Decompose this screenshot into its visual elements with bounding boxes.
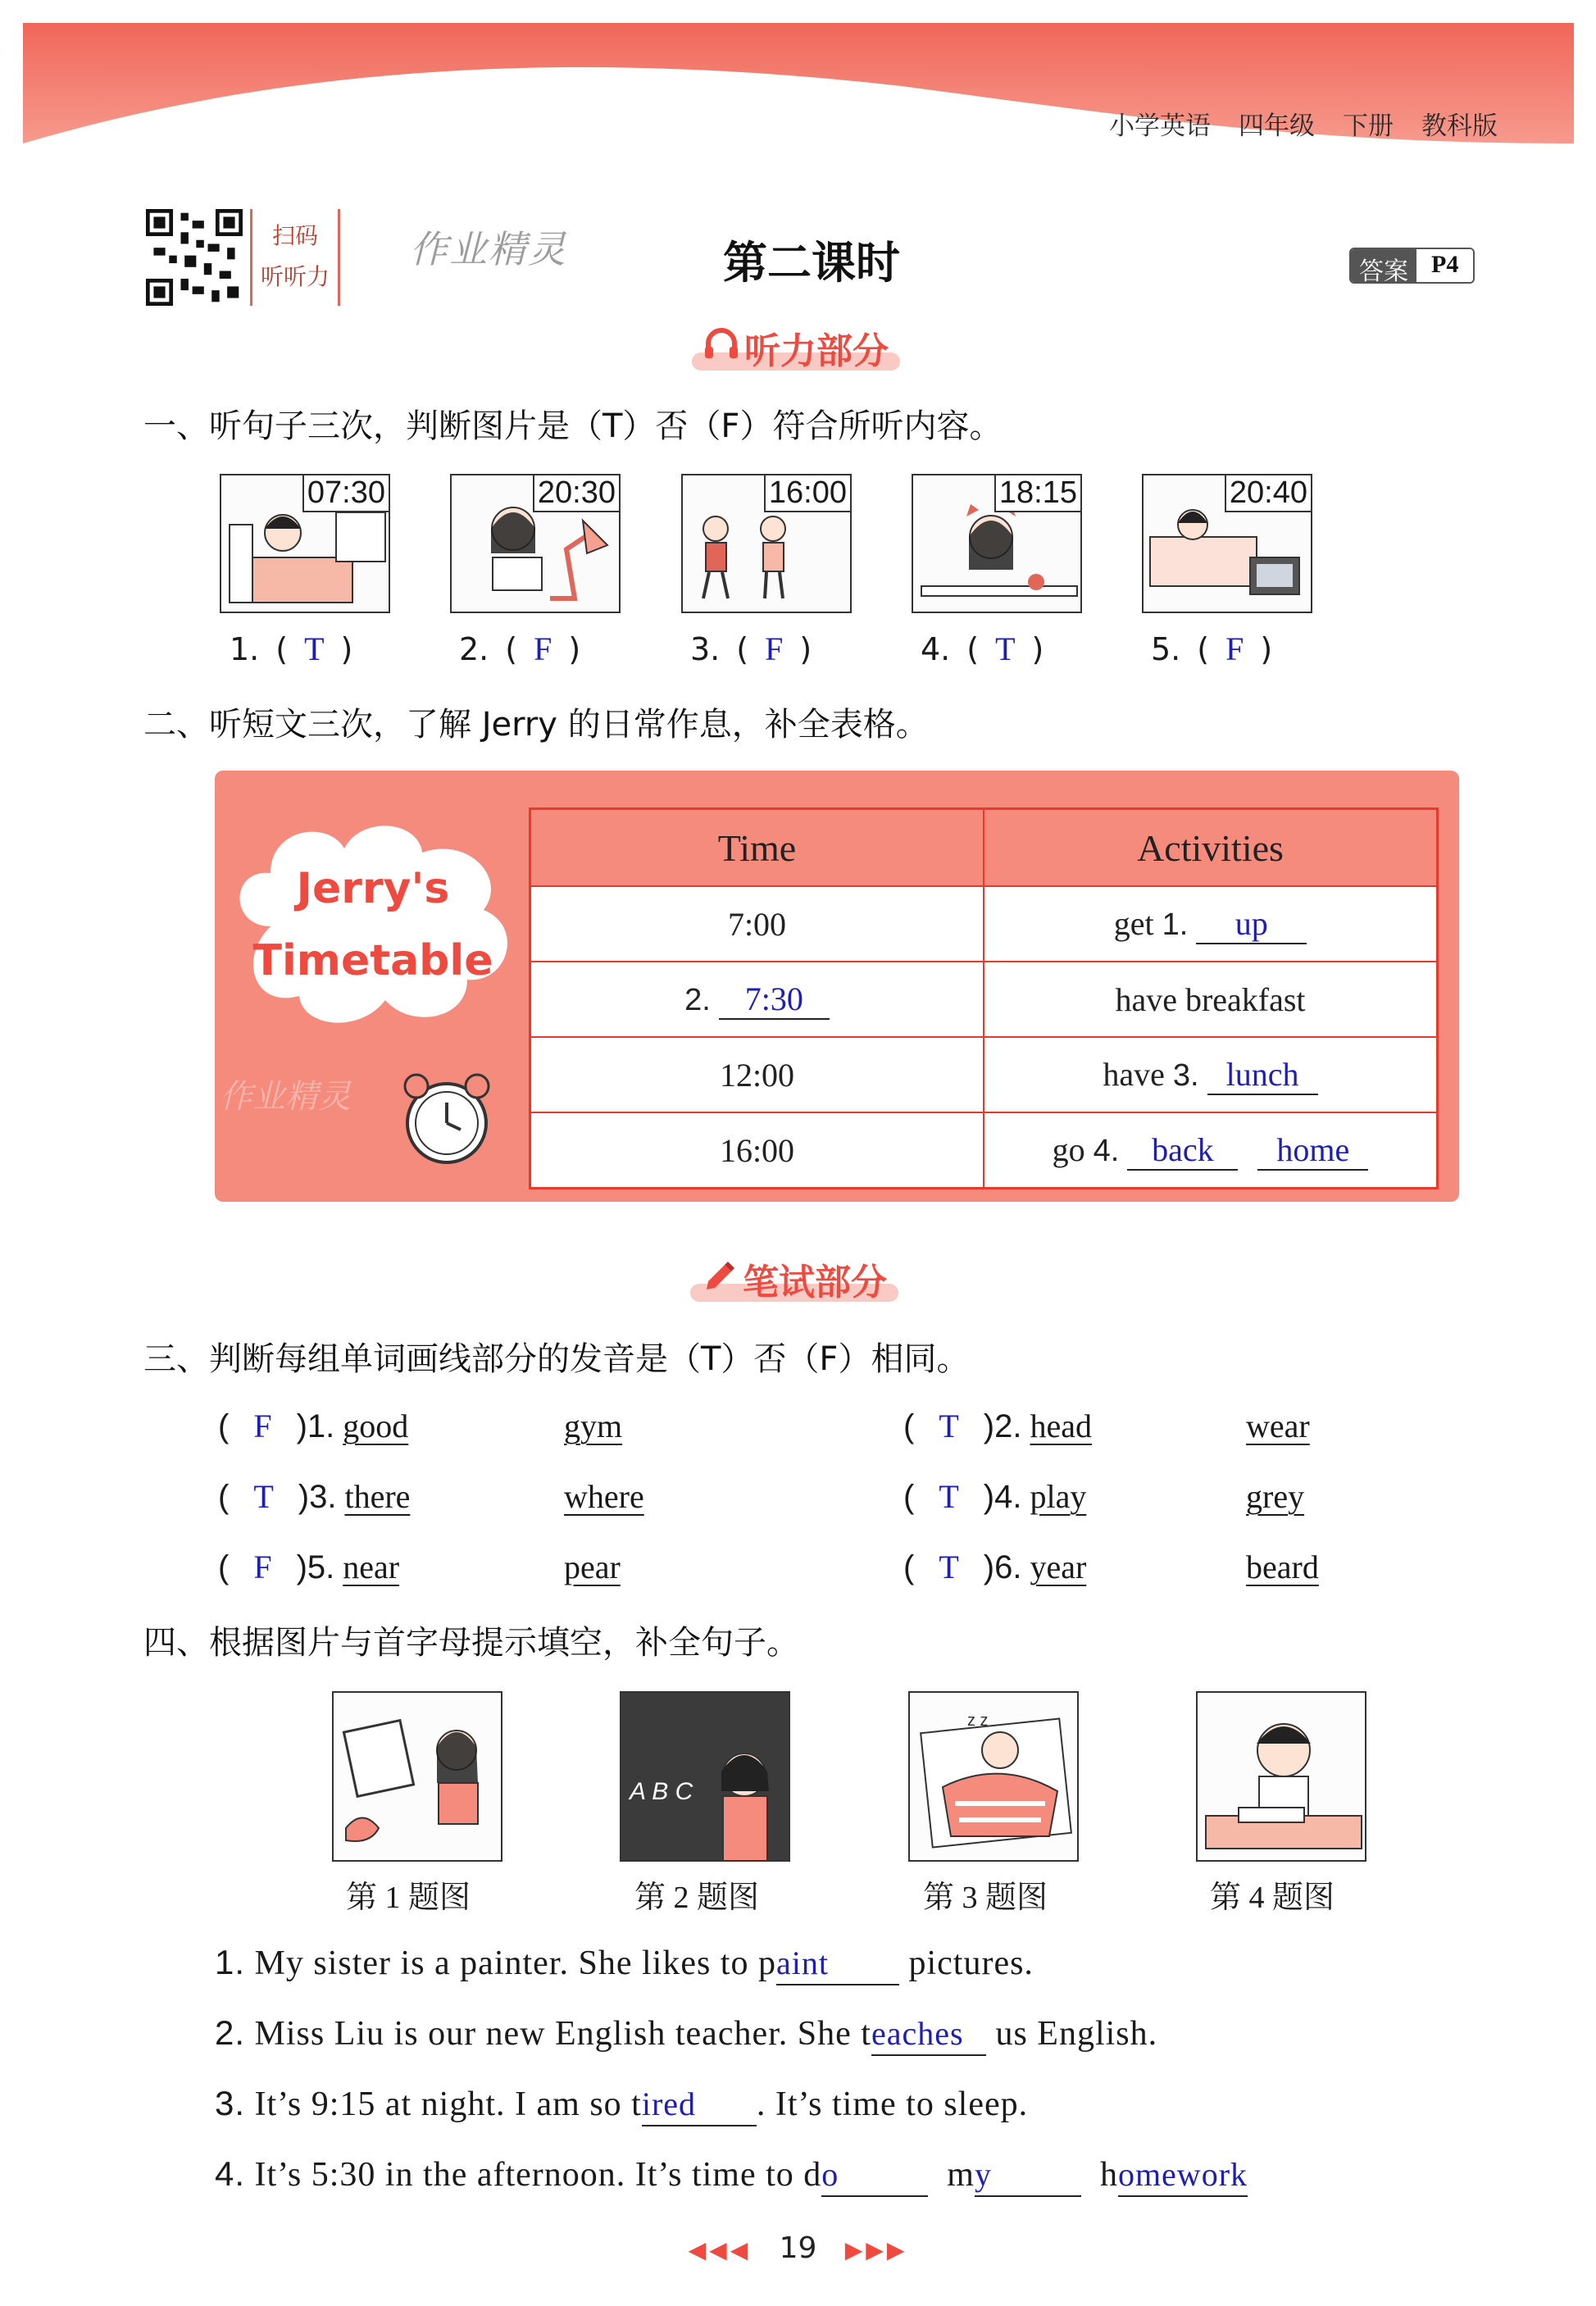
tf-item-3: 3. ( F )	[690, 630, 812, 667]
table-row	[530, 1112, 1438, 1189]
word-2: wear	[1246, 1408, 1310, 1444]
word-1: near	[343, 1549, 400, 1585]
activity-text: have	[1103, 1055, 1165, 1093]
tf-answer[interactable]: F	[1225, 630, 1244, 667]
table-row	[530, 886, 1438, 962]
blank-answer: o	[821, 2156, 839, 2193]
clock-display: 18:15	[994, 475, 1080, 512]
activity-cell	[984, 1037, 1438, 1112]
time-cell: 16:00	[530, 1112, 984, 1189]
page-footer	[0, 2231, 1596, 2265]
answer-page-tag[interactable]	[1349, 248, 1475, 284]
picture-teacher	[620, 1691, 790, 1862]
blank-answer: aint	[775, 1944, 829, 1981]
blank-number: 3.	[1172, 1057, 1199, 1093]
tf-answer[interactable]: T	[995, 630, 1016, 667]
picture-homework	[1196, 1691, 1366, 1862]
tf-item-4: 4. ( T )	[921, 630, 1044, 667]
item-number: 1.	[230, 630, 260, 667]
word-2: pear	[564, 1549, 621, 1585]
question-1-title: 一、听句子三次，判断图片是（T）否（F）符合所听内容。	[143, 407, 1003, 445]
picture-4	[912, 474, 1082, 613]
answer-blank[interactable]	[642, 2084, 757, 2126]
tf-answer[interactable]: F	[765, 630, 784, 667]
item-number: 2.	[994, 1408, 1022, 1444]
time-cell: 7:00	[530, 886, 984, 962]
tf-answer[interactable]: T	[253, 1478, 274, 1515]
item-number: 4.	[215, 2154, 246, 2193]
table-row	[530, 962, 1438, 1037]
picture-caption-3: 第 3 题图	[923, 1881, 1048, 1915]
scan-to-listen-label	[250, 209, 340, 306]
phonics-item-3: ( T )3. there	[218, 1478, 411, 1515]
word-2: where	[564, 1478, 644, 1515]
item-number: 1.	[307, 1408, 335, 1444]
blank-answer: eaches	[871, 2015, 964, 2052]
scan-label-line1: 扫码	[271, 222, 318, 249]
answer-blank[interactable]	[1118, 2154, 1248, 2197]
phonics-item-5: ( F )5. near	[218, 1549, 400, 1585]
blank-answer: ired	[641, 2085, 697, 2122]
picture-caption-4: 第 4 题图	[1210, 1881, 1335, 1915]
question-4-title: 四、根据图片与首字母提示填空，补全句子。	[143, 1624, 799, 1662]
brand-watermark: 作业精灵	[220, 1078, 351, 1116]
question-3-title: 三、判断每组单词画线部分的发音是（T）否（F）相同。	[143, 1340, 970, 1378]
sentence-text: My sister is a painter. She likes to p	[254, 1944, 776, 1982]
blank-answer: omework	[1117, 2156, 1248, 2193]
activity-cell	[984, 1112, 1438, 1189]
word-1: play	[1030, 1478, 1087, 1515]
tf-answer[interactable]: T	[304, 630, 325, 667]
answer-blank[interactable]	[719, 980, 830, 1020]
sentence-text: h	[1099, 2156, 1118, 2194]
activity-cell	[984, 886, 1438, 962]
header-meta	[1109, 105, 1498, 142]
timetable-title-line2: Timetable	[252, 936, 493, 985]
picture-caption-2: 第 2 题图	[634, 1881, 760, 1915]
activity-text: get	[1113, 904, 1154, 942]
column-header-activities: Activities	[984, 809, 1438, 887]
sentence-text: pictures.	[908, 1944, 1034, 1982]
phonics-item-4: ( T )4. play	[903, 1478, 1087, 1515]
item-number: 4.	[921, 630, 951, 667]
answer-page: P4	[1416, 249, 1473, 282]
picture-painter	[332, 1691, 502, 1862]
grade-label: 四年级	[1239, 111, 1315, 141]
word-1: head	[1030, 1408, 1092, 1444]
word-2: grey	[1246, 1478, 1305, 1515]
blank-answer: y	[974, 2156, 992, 2193]
blank-answer: lunch	[1225, 1055, 1299, 1093]
tf-item-1: 1. ( T )	[230, 630, 353, 667]
writing-section-badge	[702, 1249, 887, 1308]
item-number: 5.	[1151, 630, 1181, 667]
blank-answer: 7:30	[744, 980, 803, 1017]
item-number: 2.	[215, 2013, 246, 2052]
question-2-title: 二、听短文三次，了解 Jerry 的日常作息，补全表格。	[143, 706, 929, 744]
word-1: there	[344, 1478, 411, 1515]
picture-1	[220, 474, 390, 613]
sentence-text: It’s 9:15 at night. I am so t	[254, 2085, 642, 2123]
sentence-text: It’s 5:30 in the afternoon. It’s time to d	[254, 2156, 822, 2194]
tf-answer[interactable]: T	[939, 1408, 959, 1444]
clock-display: 07:30	[302, 475, 389, 512]
column-header-time: Time	[530, 809, 984, 887]
word-2: beard	[1246, 1549, 1319, 1585]
picture-2	[450, 474, 621, 613]
sentence-text: . It’s time to sleep.	[756, 2085, 1029, 2123]
answer-blank[interactable]	[821, 2154, 928, 2197]
clock-display: 16:00	[764, 475, 850, 512]
tf-answer[interactable]: F	[534, 630, 552, 667]
item-number: 1.	[215, 1943, 246, 1981]
previous-arrows-icon[interactable]: ◀◀◀	[688, 2236, 752, 2263]
clock-display: 20:30	[533, 475, 619, 512]
item-number: 3.	[690, 630, 721, 667]
subject-label: 小学英语	[1109, 111, 1211, 141]
timetable-title-line1: Jerry's	[296, 864, 450, 913]
answer-blank[interactable]	[1196, 905, 1307, 944]
blank-answer: home	[1276, 1130, 1350, 1168]
sentence-text: m	[947, 2156, 975, 2194]
tf-answer[interactable]: T	[939, 1549, 959, 1585]
qr-code-icon[interactable]	[146, 209, 243, 306]
sentence-3	[215, 2084, 1028, 2126]
word-1: good	[343, 1408, 409, 1444]
next-arrows-icon[interactable]: ▶▶▶	[844, 2236, 908, 2263]
volume-label: 下册	[1343, 111, 1394, 141]
edition-label: 教科版	[1421, 111, 1498, 141]
picture-caption-1: 第 1 题图	[346, 1881, 471, 1915]
pencil-icon	[702, 1257, 738, 1302]
blank-number: 2.	[684, 982, 711, 1017]
answer-blank[interactable]	[1257, 1131, 1368, 1171]
sentence-text: Miss Liu is our new English teacher. She t	[254, 2015, 871, 2053]
headphones-icon	[703, 327, 739, 369]
timetable	[529, 807, 1439, 1189]
activity-text: go	[1052, 1130, 1085, 1168]
tf-answer[interactable]: F	[253, 1549, 272, 1585]
page-number: 19	[779, 2231, 817, 2265]
blank-answer: back	[1152, 1130, 1214, 1168]
blank-answer: up	[1235, 904, 1268, 942]
listening-section-badge	[703, 318, 889, 377]
scan-label-line2: 听听力	[260, 263, 330, 290]
item-number: 2.	[459, 630, 489, 667]
item-number: 3.	[309, 1479, 337, 1515]
picture-3	[681, 474, 852, 613]
sentence-1	[215, 1943, 1034, 1985]
answer-blank[interactable]	[1207, 1056, 1318, 1095]
sentence-text: us English.	[995, 2015, 1158, 2053]
tf-item-5: 5. ( F )	[1151, 630, 1273, 667]
time-cell	[530, 962, 984, 1037]
blackboard-text: A B C	[630, 1778, 693, 1805]
alarm-clock-icon	[385, 1066, 508, 1172]
lesson-title: 第二课时	[723, 237, 900, 289]
sentence-4	[215, 2154, 1248, 2197]
answer-blank[interactable]	[975, 2154, 1081, 2197]
brand-logo: 作业精灵	[410, 227, 567, 271]
sentence-2	[215, 2013, 1157, 2056]
answer-label: 答案	[1351, 249, 1416, 282]
blank-number: 1.	[1162, 907, 1189, 942]
clock-display: 20:40	[1225, 475, 1311, 512]
picture-sleeping	[908, 1691, 1079, 1862]
answer-blank[interactable]	[1127, 1131, 1238, 1171]
picture-5	[1142, 474, 1312, 613]
listening-badge-text: 听力部分	[744, 330, 889, 372]
item-number: 4.	[994, 1479, 1022, 1515]
timetable-title	[246, 853, 500, 997]
item-number: 5.	[307, 1549, 335, 1585]
tf-answer[interactable]: T	[939, 1478, 959, 1515]
blank-number: 4.	[1093, 1133, 1120, 1168]
tf-item-2: 2. ( F )	[459, 630, 581, 667]
svg-text:z z: z z	[967, 1712, 989, 1730]
table-row	[530, 1037, 1438, 1112]
answer-blank[interactable]	[776, 1943, 899, 1985]
tf-answer[interactable]: F	[253, 1408, 272, 1444]
phonics-item-6: ( T )6. year	[903, 1549, 1087, 1585]
word-2: gym	[564, 1408, 623, 1444]
item-number: 6.	[994, 1549, 1022, 1585]
activity-cell: have breakfast	[984, 962, 1438, 1037]
word-1: year	[1030, 1549, 1087, 1585]
time-cell: 12:00	[530, 1037, 984, 1112]
phonics-item-1: ( F )1. good	[218, 1408, 409, 1444]
item-number: 3.	[215, 2084, 246, 2122]
writing-badge-text: 笔试部分	[743, 1262, 887, 1303]
phonics-item-2: ( T )2. head	[903, 1408, 1092, 1444]
answer-blank[interactable]	[871, 2013, 986, 2056]
